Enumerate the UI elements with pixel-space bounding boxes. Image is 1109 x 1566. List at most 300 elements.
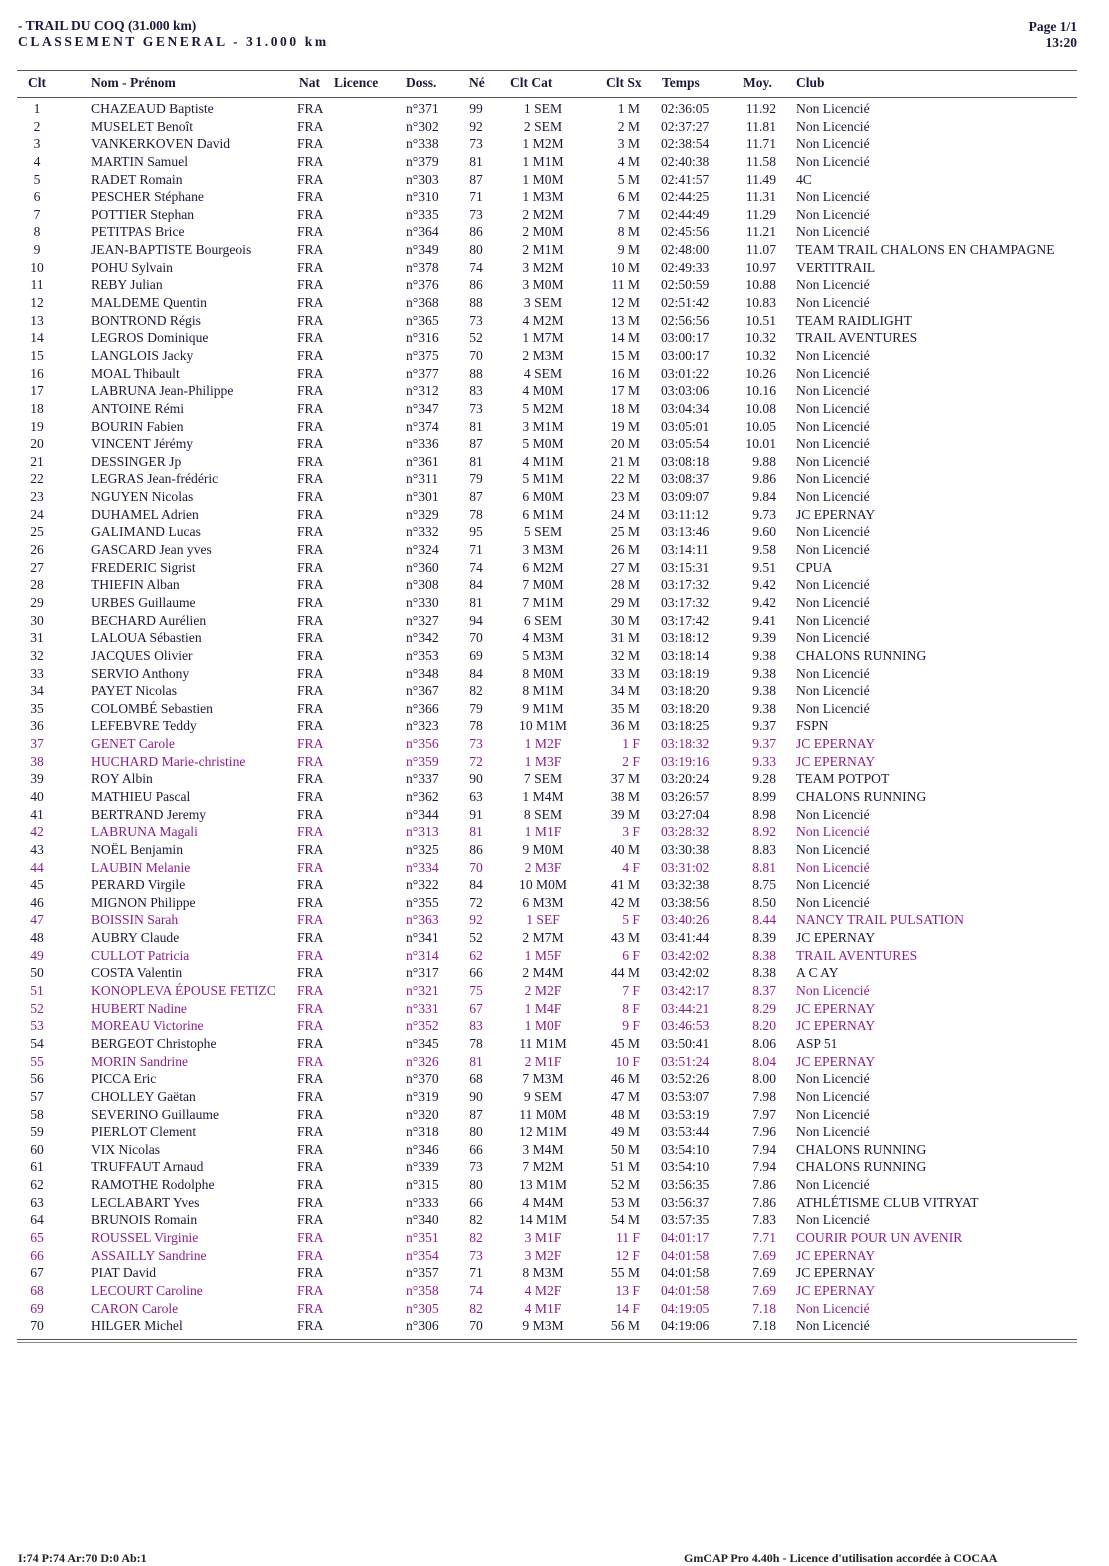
cell-sex-rank: 15 M — [610, 347, 640, 363]
cell-name: HUBERT Nadine — [91, 1000, 187, 1016]
cell-birth-year: 92 — [469, 118, 483, 134]
cell-birth-year: 70 — [469, 347, 483, 363]
cell-name: LANGLOIS Jacky — [91, 347, 194, 363]
cell-club: Non Licencié — [796, 877, 870, 893]
cell-name: TRUFFAUT Arnaud — [91, 1159, 204, 1175]
cell-sex-rank: 21 M — [610, 453, 640, 469]
cell-average-speed: 7.86 — [752, 1177, 776, 1193]
cell-birth-year: 81 — [469, 453, 483, 469]
cell-rank: 30 — [30, 612, 44, 628]
print-time: 13:20 — [1045, 35, 1077, 50]
cell-birth-year: 73 — [469, 136, 483, 152]
cell-average-speed: 9.39 — [752, 630, 776, 646]
cell-rank: 57 — [30, 1088, 44, 1104]
cell-rank: 36 — [30, 718, 44, 734]
table-row — [0, 206, 1109, 224]
cell-birth-year: 82 — [469, 1230, 483, 1245]
cell-nationality: FRA — [297, 1194, 324, 1210]
cell-sex-rank: 28 M — [610, 577, 640, 593]
cell-club: JC EPERNAY — [796, 753, 876, 769]
cell-bib: n°340 — [406, 1212, 439, 1228]
cell-bib: n°352 — [406, 1018, 439, 1034]
col-nom: Nom - Prénom — [91, 75, 176, 90]
cell-nationality: FRA — [297, 436, 324, 452]
cell-name: BECHARD Aurélien — [91, 612, 207, 628]
col-licence: Licence — [334, 75, 379, 90]
cell-sex-rank: 1 F — [622, 736, 640, 752]
cell-name: ROY Albin — [91, 771, 153, 787]
table-row — [0, 806, 1109, 824]
cell-category-rank: 5 M3M — [522, 647, 564, 663]
cell-name: HILGER Michel — [91, 1318, 183, 1334]
cell-bib: n°337 — [406, 771, 439, 787]
cell-sex-rank: 13 F — [615, 1282, 640, 1298]
cell-time: 03:52:26 — [661, 1071, 710, 1087]
cell-category-rank: 1 SEM — [523, 101, 563, 116]
cell-bib: n°360 — [406, 559, 439, 575]
cell-category-rank: 4 SEM — [523, 365, 563, 381]
cell-average-speed: 9.38 — [752, 665, 776, 681]
cell-name: ANTOINE Rémi — [91, 400, 185, 416]
cell-average-speed: 9.88 — [752, 453, 776, 469]
cell-average-speed: 7.96 — [752, 1124, 776, 1140]
cell-rank: 10 — [30, 259, 44, 275]
cell-name: HUCHARD Marie-christine — [91, 753, 246, 769]
cell-rank: 69 — [30, 1300, 44, 1316]
cell-time: 04:19:06 — [661, 1318, 710, 1334]
cell-name: VINCENT Jérémy — [91, 436, 194, 452]
col-club: Club — [796, 75, 825, 90]
cell-category-rank: 1 M7M — [522, 330, 564, 346]
table-row — [0, 1141, 1109, 1159]
cell-name: DESSINGER Jp — [91, 453, 182, 469]
cell-club: JC EPERNAY — [796, 1000, 876, 1016]
cell-name: REBY Julian — [91, 277, 163, 293]
cell-average-speed: 10.32 — [745, 330, 776, 346]
cell-bib: n°324 — [406, 542, 439, 558]
cell-club: Non Licencié — [796, 471, 870, 487]
cell-sex-rank: 19 M — [610, 418, 640, 434]
cell-time: 02:50:59 — [661, 277, 710, 293]
cell-sex-rank: 2 M — [617, 118, 640, 134]
cell-time: 03:20:24 — [661, 771, 710, 787]
cell-club: Non Licencié — [796, 206, 870, 222]
table-row — [0, 911, 1109, 929]
cell-rank: 8 — [33, 224, 41, 240]
cell-nationality: FRA — [297, 859, 324, 875]
cell-nationality: FRA — [297, 295, 324, 311]
cell-birth-year: 70 — [469, 859, 483, 875]
cell-time: 02:37:27 — [661, 118, 710, 134]
cell-sex-rank: 26 M — [610, 542, 640, 558]
cell-time: 04:01:58 — [661, 1265, 710, 1281]
cell-sex-rank: 7 M — [617, 206, 640, 222]
cell-bib: n°354 — [406, 1247, 439, 1263]
table-row — [0, 1211, 1109, 1229]
cell-name: MOREAU Victorine — [91, 1018, 204, 1034]
cell-time: 03:42:17 — [661, 983, 710, 999]
col-ne: Né — [469, 75, 485, 90]
cell-time: 03:01:22 — [661, 365, 710, 381]
cell-category-rank: 12 M1M — [519, 1124, 567, 1140]
cell-time: 03:53:07 — [661, 1088, 710, 1104]
cell-club: JC EPERNAY — [796, 1018, 876, 1034]
cell-time: 03:17:32 — [661, 577, 710, 593]
cell-club: VERTITRAIL — [796, 259, 876, 275]
cell-sex-rank: 32 M — [610, 647, 640, 663]
table-row — [0, 118, 1109, 136]
cell-bib: n°329 — [406, 506, 439, 522]
cell-name: BONTROND Régis — [91, 312, 201, 328]
cell-rank: 35 — [30, 700, 44, 716]
cell-club: Non Licencié — [796, 295, 870, 311]
cell-birth-year: 82 — [469, 683, 483, 699]
table-row — [0, 594, 1109, 612]
cell-name: BOISSIN Sarah — [91, 912, 179, 928]
cell-birth-year: 70 — [469, 1318, 483, 1334]
cell-average-speed: 10.01 — [745, 436, 776, 452]
cell-average-speed: 9.37 — [752, 736, 776, 752]
cell-rank: 16 — [30, 365, 44, 381]
cell-rank: 9 — [33, 242, 41, 258]
cell-club: JC EPERNAY — [796, 1247, 876, 1263]
cell-bib: n°346 — [406, 1141, 439, 1157]
cell-bib: n°314 — [406, 947, 439, 963]
cell-rank: 27 — [30, 559, 44, 575]
cell-club: Non Licencié — [796, 700, 870, 716]
cell-nationality: FRA — [297, 1088, 324, 1104]
cell-name: MATHIEU Pascal — [91, 788, 191, 804]
cell-birth-year: 66 — [469, 1194, 483, 1210]
cell-name: PESCHER Stéphane — [91, 189, 204, 205]
cell-club: A C AY — [796, 965, 839, 981]
cell-bib: n°366 — [406, 700, 439, 716]
cell-time: 03:17:32 — [661, 594, 710, 610]
cell-sex-rank: 12 F — [615, 1247, 640, 1263]
cell-club: Non Licencié — [796, 400, 870, 416]
cell-category-rank: 13 M1M — [519, 1177, 567, 1193]
cell-birth-year: 82 — [469, 1212, 483, 1228]
cell-name: VIX Nicolas — [91, 1141, 161, 1157]
cell-bib: n°363 — [406, 912, 439, 928]
cell-club: JC EPERNAY — [796, 1053, 876, 1069]
ranking-subtitle: CLASSEMENT GENERAL - 31.000 km — [18, 34, 329, 49]
cell-nationality: FRA — [297, 630, 324, 646]
cell-rank: 50 — [30, 965, 44, 981]
cell-rank: 31 — [30, 630, 44, 646]
cell-time: 04:01:58 — [661, 1282, 710, 1298]
table-row — [0, 135, 1109, 153]
cell-time: 03:18:12 — [661, 630, 710, 646]
cell-name: POHU Sylvain — [91, 259, 173, 275]
cell-nationality: FRA — [297, 1212, 324, 1228]
cell-rank: 34 — [30, 683, 44, 699]
cell-category-rank: 7 M0M — [522, 577, 564, 593]
cell-rank: 29 — [30, 594, 44, 610]
cell-rank: 24 — [30, 506, 44, 522]
cell-time: 03:56:35 — [661, 1177, 710, 1193]
cell-time: 02:38:54 — [661, 136, 710, 152]
cell-rank: 64 — [30, 1212, 44, 1228]
cell-rank: 23 — [30, 489, 44, 505]
cell-category-rank: 10 M0M — [519, 877, 567, 893]
cell-time: 02:51:42 — [661, 295, 710, 311]
cell-name: PERARD Virgile — [91, 877, 186, 893]
cell-sex-rank: 35 M — [610, 700, 640, 716]
cell-sex-rank: 44 M — [610, 965, 640, 981]
cell-sex-rank: 5 M — [617, 171, 640, 187]
cell-name: AUBRY Claude — [91, 930, 180, 946]
cell-rank: 19 — [30, 418, 44, 434]
footer-stats: I:74 P:74 Ar:70 D:0 Ab:1 — [18, 1551, 147, 1565]
cell-rank: 1 — [33, 101, 41, 116]
table-row — [0, 488, 1109, 506]
cell-time: 03:18:19 — [661, 665, 710, 681]
cell-name: COSTA Valentin — [91, 965, 183, 981]
cell-rank: 49 — [30, 947, 44, 963]
cell-category-rank: 5 SEM — [523, 524, 563, 540]
cell-club: Non Licencié — [796, 683, 870, 699]
cell-name: MOAL Thibault — [91, 365, 180, 381]
cell-name: LEGROS Dominique — [91, 330, 209, 346]
table-row — [0, 982, 1109, 1000]
cell-nationality: FRA — [297, 259, 324, 275]
cell-average-speed: 11.07 — [745, 242, 776, 258]
cell-bib: n°312 — [406, 383, 439, 399]
col-nat: Nat — [299, 75, 320, 90]
cell-average-speed: 7.98 — [752, 1088, 776, 1104]
cell-nationality: FRA — [297, 1177, 324, 1193]
cell-time: 02:36:05 — [661, 101, 710, 116]
cell-category-rank: 9 M1M — [522, 700, 564, 716]
cell-time: 03:18:14 — [661, 647, 710, 663]
cell-time: 02:56:56 — [661, 312, 710, 328]
cell-sex-rank: 55 M — [610, 1265, 640, 1281]
cell-rank: 20 — [30, 436, 44, 452]
cell-nationality: FRA — [297, 383, 324, 399]
cell-average-speed: 8.44 — [752, 912, 776, 928]
cell-rank: 17 — [30, 383, 44, 399]
cell-nationality: FRA — [297, 1053, 324, 1069]
cell-category-rank: 3 M4M — [522, 1141, 564, 1157]
cell-category-rank: 6 M0M — [522, 489, 564, 505]
cell-category-rank: 2 M3F — [524, 859, 562, 875]
cell-name: LEGRAS Jean-frédéric — [91, 471, 219, 487]
cell-rank: 12 — [30, 295, 44, 311]
cell-average-speed: 9.28 — [752, 771, 776, 787]
cell-nationality: FRA — [297, 1265, 324, 1281]
cell-club: Non Licencié — [796, 577, 870, 593]
cell-category-rank: 1 M3F — [524, 753, 562, 769]
cell-club: Non Licencié — [796, 101, 870, 116]
col-temps: Temps — [662, 75, 700, 90]
cell-club: Non Licencié — [796, 894, 870, 910]
cell-birth-year: 88 — [469, 365, 483, 381]
cell-nationality: FRA — [297, 647, 324, 663]
cell-time: 03:00:17 — [661, 347, 710, 363]
cell-category-rank: 1 M3M — [522, 189, 564, 205]
table-header — [0, 75, 1109, 93]
cell-club: Non Licencié — [796, 118, 870, 134]
cell-bib: n°345 — [406, 1035, 439, 1051]
cell-nationality: FRA — [297, 736, 324, 752]
cell-birth-year: 81 — [469, 1053, 483, 1069]
table-row — [0, 1282, 1109, 1300]
cell-sex-rank: 18 M — [610, 400, 640, 416]
cell-bib: n°319 — [406, 1088, 439, 1104]
cell-time: 03:54:10 — [661, 1159, 710, 1175]
cell-nationality: FRA — [297, 471, 324, 487]
cell-category-rank: 5 M0M — [522, 436, 564, 452]
cell-bib: n°335 — [406, 206, 439, 222]
table-row — [0, 823, 1109, 841]
cell-time: 03:11:12 — [661, 506, 709, 522]
cell-sex-rank: 52 M — [610, 1177, 640, 1193]
table-row — [0, 453, 1109, 471]
cell-sex-rank: 30 M — [610, 612, 640, 628]
col-cat: Clt Cat — [510, 75, 553, 90]
cell-rank: 40 — [30, 788, 44, 804]
cell-nationality: FRA — [297, 841, 324, 857]
cell-time: 03:18:25 — [661, 718, 710, 734]
cell-bib: n°333 — [406, 1194, 439, 1210]
cell-rank: 63 — [30, 1194, 44, 1210]
cell-sex-rank: 4 M — [617, 153, 640, 169]
cell-birth-year: 79 — [469, 700, 483, 716]
cell-birth-year: 74 — [469, 1282, 483, 1298]
cell-club: Non Licencié — [796, 418, 870, 434]
cell-birth-year: 84 — [469, 877, 483, 893]
cell-name: NOËL Benjamin — [91, 841, 183, 857]
cell-time: 03:09:07 — [661, 489, 710, 505]
cell-average-speed: 9.42 — [752, 577, 776, 593]
cell-rank: 68 — [30, 1282, 44, 1298]
cell-nationality: FRA — [297, 806, 324, 822]
cell-category-rank: 9 M0M — [522, 841, 564, 857]
cell-sex-rank: 43 M — [610, 930, 640, 946]
cell-category-rank: 4 M4M — [522, 1194, 564, 1210]
cell-club: JC EPERNAY — [796, 930, 876, 946]
cell-sex-rank: 48 M — [610, 1106, 640, 1122]
table-row — [0, 576, 1109, 594]
cell-birth-year: 84 — [469, 665, 483, 681]
cell-category-rank: 6 M3M — [522, 894, 564, 910]
table-row — [0, 612, 1109, 630]
cell-bib: n°368 — [406, 295, 439, 311]
cell-birth-year: 71 — [469, 1265, 483, 1281]
cell-sex-rank: 3 M — [617, 136, 640, 152]
cell-name: JACQUES Olivier — [91, 647, 193, 663]
table-row — [0, 717, 1109, 735]
cell-birth-year: 86 — [469, 277, 483, 293]
cell-name: PICCA Eric — [91, 1071, 157, 1087]
cell-bib: n°332 — [406, 524, 439, 540]
cell-club: Non Licencié — [796, 806, 870, 822]
cell-nationality: FRA — [297, 365, 324, 381]
cell-category-rank: 14 M1M — [519, 1212, 567, 1228]
cell-time: 03:57:35 — [661, 1212, 710, 1228]
table-row — [0, 1300, 1109, 1318]
cell-sex-rank: 6 M — [617, 189, 640, 205]
cell-category-rank: 2 M7M — [522, 930, 564, 946]
cell-bib: n°341 — [406, 930, 439, 946]
cell-birth-year: 81 — [469, 594, 483, 610]
cell-birth-year: 87 — [469, 489, 483, 505]
cell-average-speed: 7.94 — [752, 1159, 776, 1175]
cell-average-speed: 10.16 — [745, 383, 776, 399]
table-row — [0, 1247, 1109, 1265]
cell-bib: n°359 — [406, 753, 439, 769]
cell-category-rank: 8 M3M — [522, 1265, 564, 1281]
cell-name: THIEFIN Alban — [91, 577, 180, 593]
cell-average-speed: 9.51 — [752, 559, 776, 575]
cell-nationality: FRA — [297, 665, 324, 681]
cell-club: FSPN — [796, 718, 829, 734]
cell-average-speed: 7.69 — [752, 1247, 776, 1263]
cell-club: ASP 51 — [796, 1035, 838, 1051]
cell-category-rank: 11 M0M — [519, 1106, 567, 1122]
cell-rank: 60 — [30, 1141, 44, 1157]
table-row — [0, 859, 1109, 877]
table-row — [0, 1017, 1109, 1035]
cell-time: 02:44:25 — [661, 189, 710, 205]
cell-average-speed: 8.06 — [752, 1035, 776, 1051]
cell-average-speed: 9.37 — [752, 718, 776, 734]
cell-birth-year: 75 — [469, 983, 483, 999]
cell-sex-rank: 8 F — [622, 1000, 640, 1016]
cell-average-speed: 8.98 — [752, 806, 776, 822]
cell-category-rank: 3 M1M — [522, 418, 564, 434]
cell-nationality: FRA — [297, 947, 324, 963]
cell-average-speed: 7.71 — [752, 1230, 776, 1245]
cell-bib: n°318 — [406, 1124, 439, 1140]
cell-average-speed: 7.83 — [752, 1212, 776, 1228]
cell-sex-rank: 11 F — [615, 1230, 640, 1245]
cell-time: 03:19:16 — [661, 753, 710, 769]
cell-bib: n°374 — [406, 418, 439, 434]
cell-time: 03:18:20 — [661, 700, 710, 716]
cell-birth-year: 67 — [469, 1000, 483, 1016]
cell-bib: n°371 — [406, 101, 439, 116]
table-row — [0, 470, 1109, 488]
table-row — [0, 1158, 1109, 1176]
cell-time: 02:48:00 — [661, 242, 710, 258]
cell-category-rank: 11 M1M — [519, 1035, 567, 1051]
cell-bib: n°342 — [406, 630, 439, 646]
cell-time: 04:01:17 — [661, 1230, 710, 1245]
cell-bib: n°357 — [406, 1265, 439, 1281]
cell-name: LAUBIN Melanie — [91, 859, 191, 875]
cell-club: Non Licencié — [796, 1212, 870, 1228]
cell-average-speed: 8.37 — [752, 983, 776, 999]
cell-birth-year: 87 — [469, 1106, 483, 1122]
cell-name: MUSELET Benoît — [91, 118, 194, 134]
cell-time: 03:56:37 — [661, 1194, 710, 1210]
cell-club: Non Licencié — [796, 189, 870, 205]
cell-average-speed: 10.05 — [745, 418, 776, 434]
cell-sex-rank: 31 M — [610, 630, 640, 646]
cell-average-speed: 7.94 — [752, 1141, 776, 1157]
cell-name: COLOMBÉ Sebastien — [91, 700, 213, 716]
cell-time: 03:14:11 — [661, 542, 709, 558]
table-row — [0, 735, 1109, 753]
cell-average-speed: 8.99 — [752, 788, 776, 804]
cell-rank: 62 — [30, 1177, 44, 1193]
cell-category-rank: 1 SEF — [526, 912, 560, 928]
cell-nationality: FRA — [297, 206, 324, 222]
cell-nationality: FRA — [297, 1230, 324, 1245]
cell-sex-rank: 47 M — [610, 1088, 640, 1104]
